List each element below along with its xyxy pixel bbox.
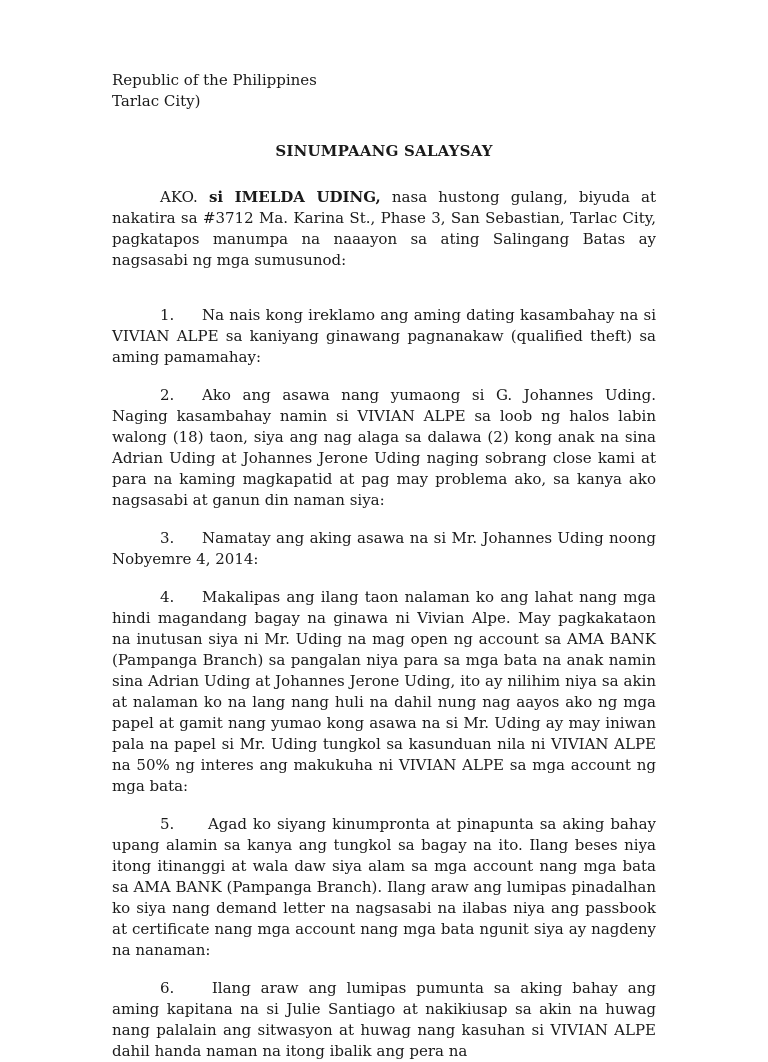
paragraph-number: 2. xyxy=(160,386,175,404)
paragraph-text: Makalipas ang ilang taon nalaman ko ang lahat nang mga hindi magandang bagay na ginawa ni Vivian Alpe. May pagkakataon na inutusan siya ni Mr. Uding na mag open ng account sa AMA BANK (Pampanga Branch) sa pangalan niya para sa mga bata na anak namin sina Adrian Uding at Johannes Jerone Uding, ito ay nilihim niya sa akin at nalaman ko na lang nang huli na dahil nung nag aayos ako ng mga papel at gamit nang yumao kong asawa na si Mr. Uding ay may iniwan pala na papel si Mr. Uding tungkol sa kasunduan nila ni VIVIAN ALPE na 50% ng interes ang makukuha ni VIVIAN ALPE sa mga account ng mga bata: xyxy=(112,588,656,795)
document-title: SINUMPAANG SALAYSAY xyxy=(275,142,493,160)
paragraph-number: 3. xyxy=(160,529,175,547)
paragraph-1 xyxy=(112,305,656,368)
intro-paragraph xyxy=(112,187,656,271)
paragraph-number: 5. xyxy=(160,815,175,833)
intro-name: si IMELDA UDING, xyxy=(208,188,381,206)
paragraph-text: Ako ang asawa nang yumaong si G. Johannes Uding. Naging kasambahay namin si VIVIAN ALPE sa loob ng halos labin walong (18) taon, siya ang nag alaga sa dalawa (2) kong anak na sina Adrian Uding at Johannes Jerone Uding naging sobrang close kami at para na kaming magkapatid at pag may problema ako, sa kanya ako nagsasabi at ganun din naman siya: xyxy=(112,386,656,509)
paragraph-text: Namatay ang aking asawa na si Mr. Johannes Uding noong Nobyemre 4, 2014: xyxy=(112,529,656,568)
paragraph-number: 1. xyxy=(160,306,175,324)
intro-rest: nasa hustong gulang, biyuda at nakatira sa #3712 Ma. Karina St., Phase 3, San Sebastian, Tarlac City, pagkatapos manumpa na naaayon sa ating Salingang Batas ay nagsasabi ng mga sumusunod: xyxy=(112,188,656,269)
paragraph-number: 4. xyxy=(160,588,175,606)
paragraph-text: Agad ko siyang kinumpronta at pinapunta sa aking bahay upang alamin sa kanya ang tungkol sa bagay na ito. Ilang beses niya itong itinanggi at wala daw siya alam sa mga account nang mga bata sa AMA BANK (Pampanga Branch). Ilang araw ang lumipas pinadalhan ko siya nang demand letter na nagsasabi na ilabas niya ang passbook at certificate nang mga account nang mga bata ngunit siya ay nagdeny na nanaman: xyxy=(112,815,656,959)
paragraph-2 xyxy=(112,385,656,511)
paragraph-3 xyxy=(112,528,656,570)
header-city: Tarlac City) xyxy=(112,92,201,110)
paragraph-text: Na nais kong ireklamo ang aming dating kasambahay na si VIVIAN ALPE sa kaniyang ginawang pagnanakaw (qualified theft) sa aming pamamahay: xyxy=(112,306,656,366)
paragraph-number: 6. xyxy=(160,979,175,997)
paragraph-text: Ilang araw ang lumipas pumunta sa aking bahay ang aming kapitana na si Julie Santiago at nakikiusap sa akin na huwag nang palalain ang sitwasyon at huwag nang kasuhan si VIVIAN ALPE dahil handa naman na itong ibalik ang pera na xyxy=(112,979,656,1060)
paragraph-4 xyxy=(112,587,656,797)
header-republic: Republic of the Philippines xyxy=(112,71,317,89)
paragraph-5 xyxy=(112,814,656,961)
paragraph-6 xyxy=(112,978,656,1062)
intro-lead: AKO. xyxy=(160,188,209,206)
